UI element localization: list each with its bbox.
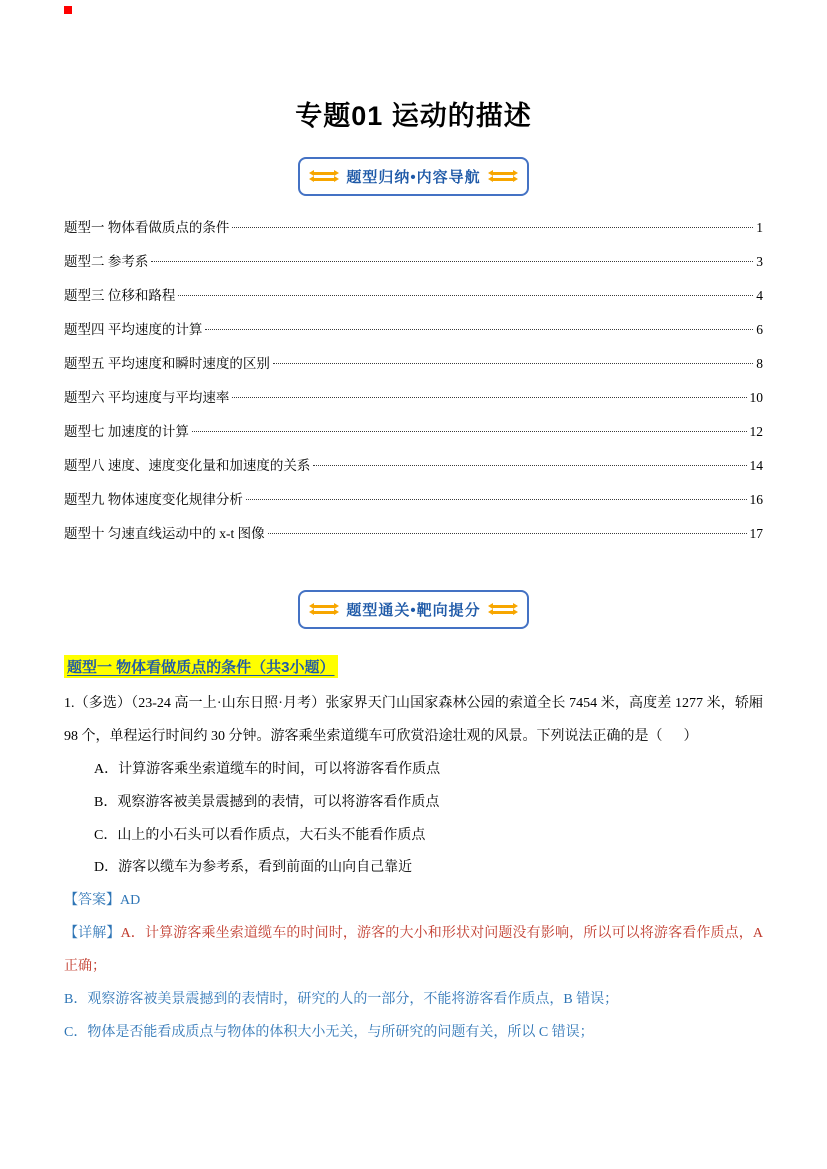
option-b: B．观察游客被美景震撼到的表情，可以将游客看作质点 bbox=[94, 794, 440, 810]
toc-item[interactable] bbox=[64, 488, 763, 522]
toc-dot-leader bbox=[178, 295, 753, 296]
toc-item-label: 题型四 平均速度的计算 bbox=[64, 322, 203, 337]
toc-item[interactable] bbox=[64, 420, 763, 454]
toc-item-label: 题型八 速度、速度变化量和加速度的关系 bbox=[64, 458, 311, 473]
toc-dot-leader bbox=[192, 431, 747, 432]
toc-item-label: 题型十 匀速直线运动中的 x-t 图像 bbox=[64, 526, 265, 541]
toc-dot-leader bbox=[232, 227, 753, 228]
question-stem: 1.（多选）（23-24 高一上·山东日照·月考）张家界天门山国家森林公园的索道全长 7454 米，高度差 1277 米，轿厢 98 个，单程运行时间约 30 分钟。游客乘坐索道缆车可欣赏沿途壮观的风景。下列说法正确的是（ ） bbox=[64, 696, 767, 744]
page-title: 专题01 运动的描述 bbox=[295, 101, 532, 131]
toc-page-number: 10 bbox=[749, 390, 763, 405]
toc-page-number: 1 bbox=[756, 220, 763, 235]
toc-dot-leader bbox=[268, 533, 747, 534]
toc-dot-leader bbox=[246, 499, 747, 500]
toc-item[interactable] bbox=[64, 216, 763, 250]
toc-item-label: 题型二 参考系 bbox=[64, 254, 149, 269]
banner-content-navigation bbox=[298, 157, 528, 196]
toc-dot-leader bbox=[232, 397, 746, 398]
toc-item[interactable] bbox=[64, 284, 763, 318]
toc-item-label: 题型九 物体速度变化规律分析 bbox=[64, 492, 243, 507]
toc-dot-leader bbox=[205, 329, 753, 330]
banner-content-navigation-label: 题型归纳•内容导航 bbox=[346, 169, 481, 186]
option-c: C．山上的小石头可以看作质点，大石头不能看作质点 bbox=[94, 827, 426, 843]
table-of-contents bbox=[64, 216, 763, 556]
toc-item-label: 题型七 加速度的计算 bbox=[64, 424, 189, 439]
toc-page-number: 14 bbox=[749, 458, 763, 473]
toc-item-label: 题型一 物体看做质点的条件 bbox=[64, 220, 230, 235]
banner-deco-right-icon bbox=[493, 605, 513, 614]
toc-item[interactable] bbox=[64, 250, 763, 284]
banner-targeted-practice bbox=[298, 590, 528, 629]
toc-item[interactable] bbox=[64, 352, 763, 386]
section-heading: 题型一 物体看做质点的条件（共3小题） bbox=[64, 655, 338, 678]
toc-page-number: 17 bbox=[749, 526, 763, 541]
banner-deco-right-icon bbox=[493, 172, 513, 181]
toc-item[interactable] bbox=[64, 318, 763, 352]
option-list bbox=[64, 754, 763, 886]
answer-label: 【答案】 bbox=[64, 893, 120, 909]
toc-dot-leader bbox=[151, 261, 753, 262]
toc-page-number: 4 bbox=[756, 288, 763, 303]
toc-item-label: 题型五 平均速度和瞬时速度的区别 bbox=[64, 356, 270, 371]
toc-page-number: 16 bbox=[749, 492, 763, 507]
analysis-label: 【详解】 bbox=[64, 926, 121, 942]
banner-deco-left-icon bbox=[314, 605, 334, 614]
toc-item[interactable] bbox=[64, 522, 763, 556]
answer-line bbox=[64, 885, 763, 918]
analysis-line-a bbox=[64, 918, 763, 984]
toc-page-number: 8 bbox=[756, 356, 763, 371]
toc-item-label: 题型三 位移和路程 bbox=[64, 288, 176, 303]
toc-page-number: 12 bbox=[749, 424, 763, 439]
toc-item-label: 题型六 平均速度与平均速率 bbox=[64, 390, 230, 405]
red-corner-mark bbox=[64, 6, 72, 14]
analysis-line-b: B．观察游客被美景震撼到的表情时，研究的人的一部分，不能将游客看作质点，B 错误； bbox=[64, 992, 619, 1008]
analysis-text-a: A．计算游客乘坐索道缆车的时间时，游客的大小和形状对问题没有影响，所以可以将游客看作质点，A 正确； bbox=[64, 926, 764, 975]
toc-dot-leader bbox=[313, 465, 746, 466]
toc-page-number: 6 bbox=[756, 322, 763, 337]
answer-value: AD bbox=[120, 893, 141, 909]
toc-item[interactable] bbox=[64, 454, 763, 488]
option-a: A．计算游客乘坐索道缆车的时间，可以将游客看作质点 bbox=[94, 761, 441, 777]
toc-dot-leader bbox=[273, 363, 753, 364]
option-d: D．游客以缆车为参考系，看到前面的山向自己靠近 bbox=[94, 860, 413, 876]
banner-targeted-practice-label: 题型通关•靶向提分 bbox=[346, 602, 481, 619]
toc-page-number: 3 bbox=[756, 254, 763, 269]
analysis-line-c: C．物体是否能看成质点与物体的体积大小无关，与所研究的问题有关，所以 C 错误； bbox=[64, 1024, 594, 1040]
toc-item[interactable] bbox=[64, 386, 763, 420]
banner-deco-left-icon bbox=[314, 172, 334, 181]
